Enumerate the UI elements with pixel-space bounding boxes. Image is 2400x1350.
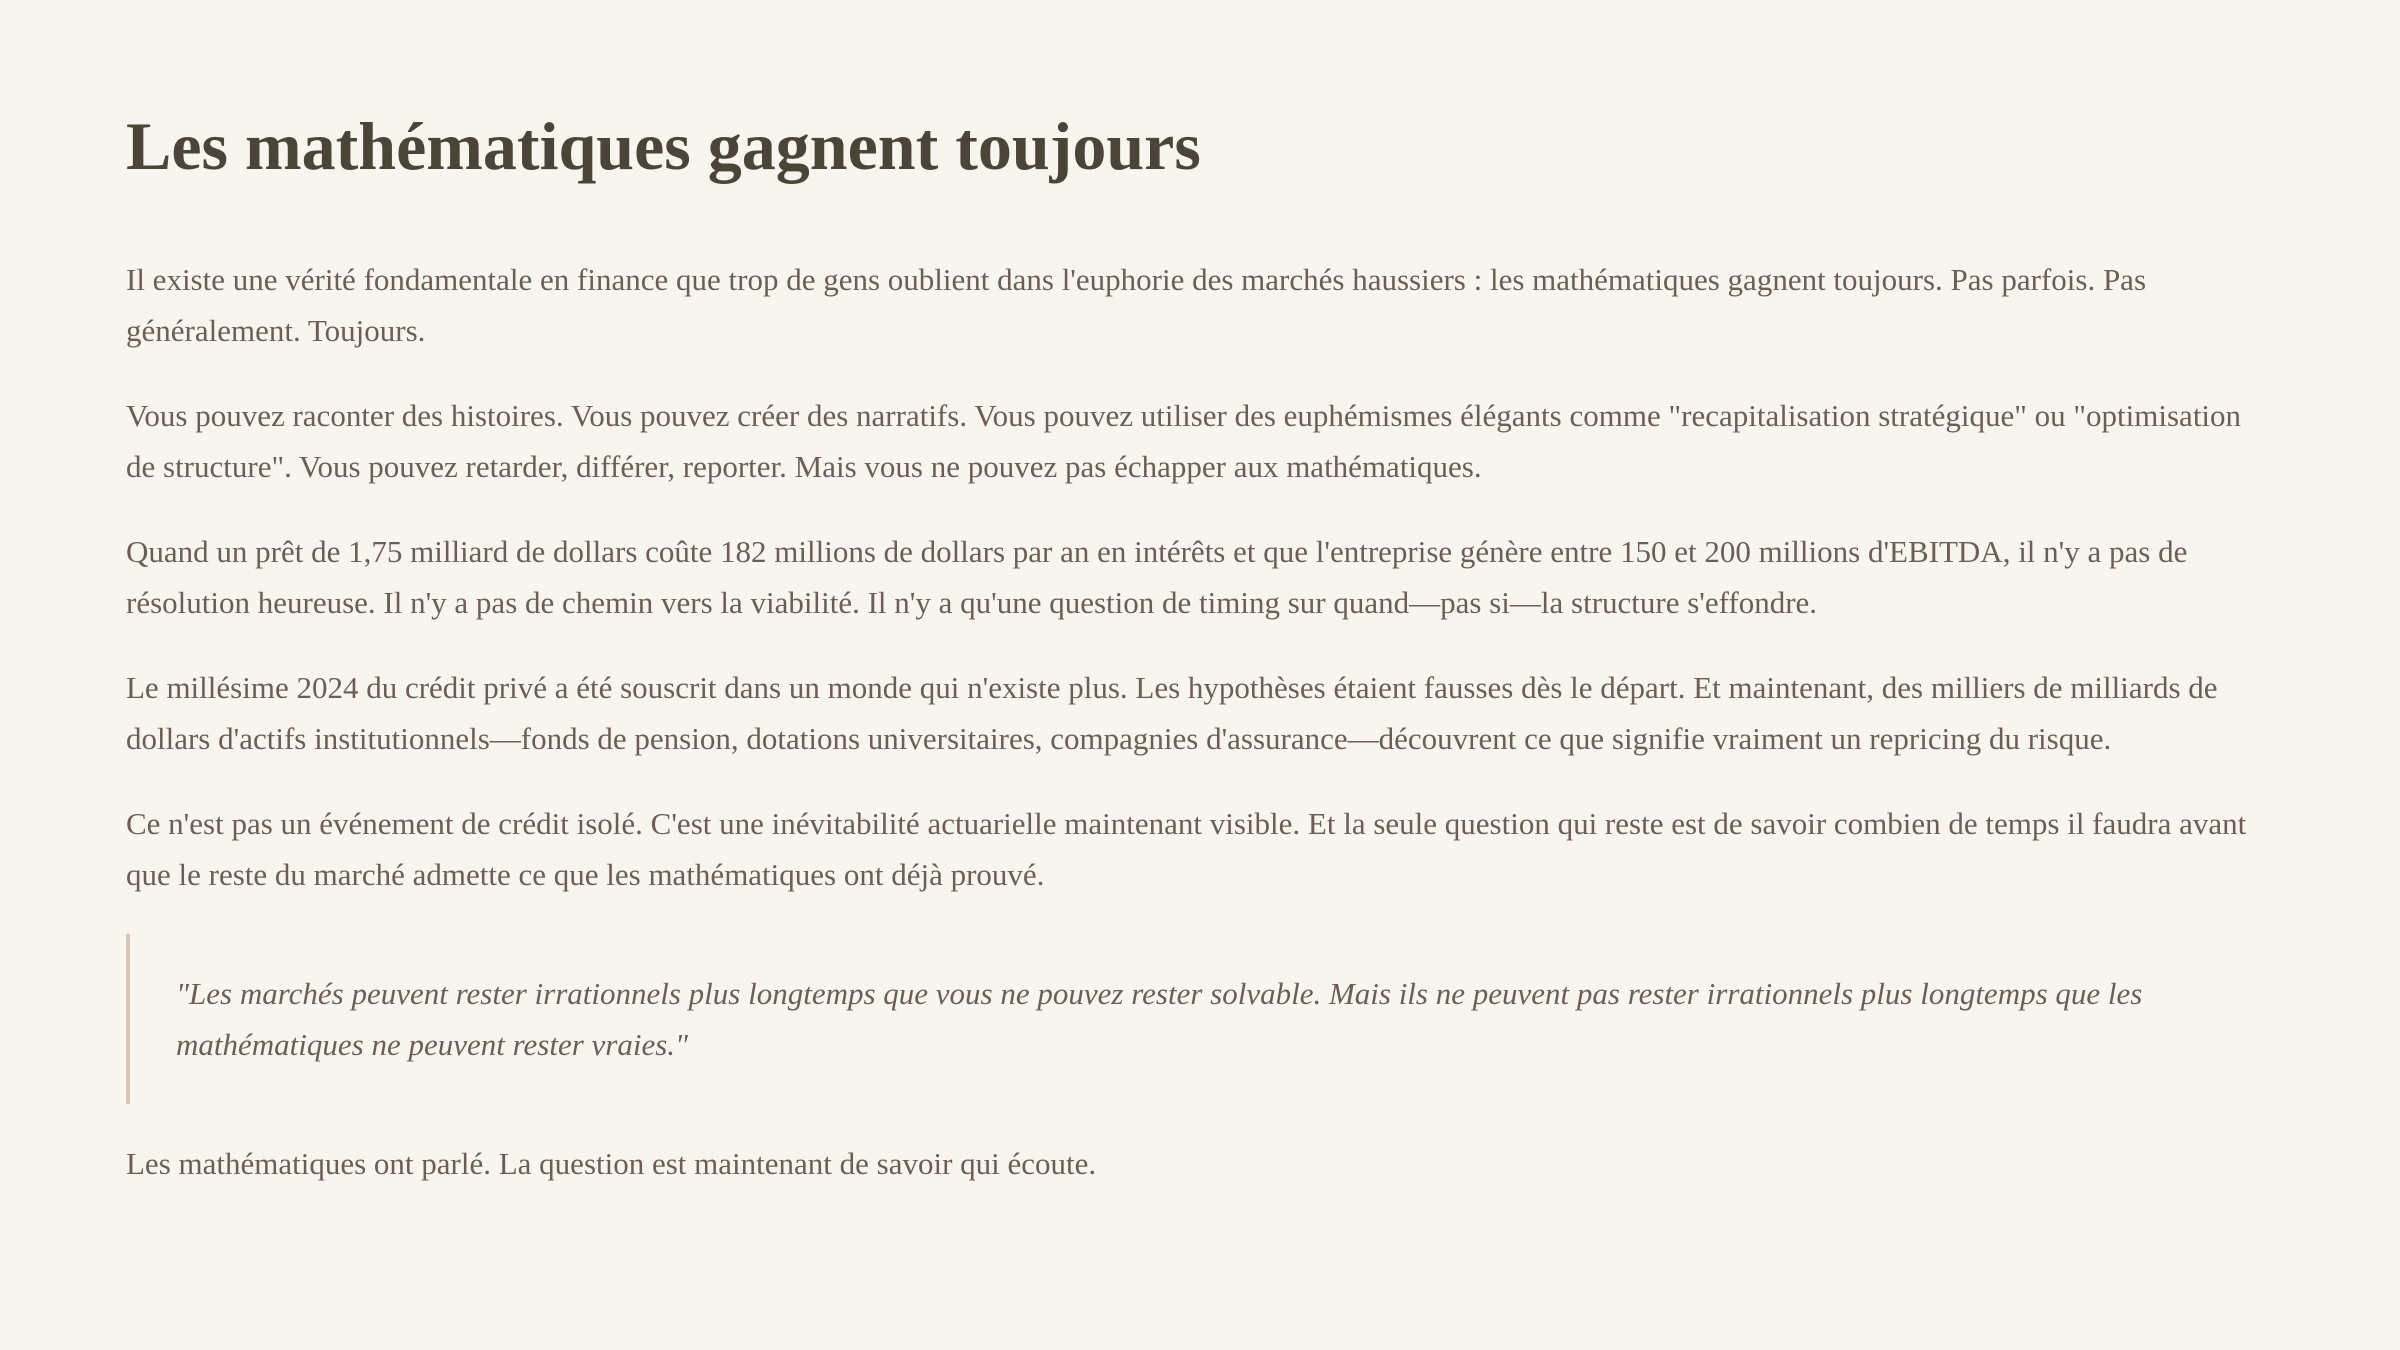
- paragraph-3: Quand un prêt de 1,75 milliard de dollars coûte 182 millions de dollars par an en intérêts et que l'entreprise génère entre 150 et 200 millions d'EBITDA, il n'y a pas de résolution heureuse. Il n'y a pas de chemin vers la viabilité. Il n'y a qu'une question de timing sur quand—pas si—la structure s'effondre.: [126, 534, 2188, 620]
- article: [126, 96, 2276, 1223]
- closing-paragraph: Les mathématiques ont parlé. La question est maintenant de savoir qui écoute.: [126, 1146, 1097, 1181]
- paragraph-2: Vous pouvez raconter des histoires. Vous pouvez créer des narratifs. Vous pouvez utiliser des euphémismes élégants comme "recapitalisation stratégique" ou "optimisation de structure". Vous pouvez retarder, différer, reporter. Mais vous ne pouvez pas échapper aux mathématiques.: [126, 398, 2242, 484]
- paragraph-5: Ce n'est pas un événement de crédit isolé. C'est une inévitabilité actuarielle maintenant visible. Et la seule question qui reste est de savoir combien de temps il faudra avant que le reste du marché admette ce que les mathématiques ont déjà prouvé.: [126, 806, 2247, 892]
- quote-text: "Les marchés peuvent rester irrationnels plus longtemps que vous ne pouvez rester solvable. Mais ils ne peuvent pas rester irrationnels plus longtemps que les mathématiques ne peuvent rester vraies.": [176, 976, 2143, 1062]
- paragraph-4: Le millésime 2024 du crédit privé a été souscrit dans un monde qui n'existe plus. Les hypothèses étaient fausses dès le départ. Et maintenant, des milliers de milliards de dollars d'actifs institutionnels—fonds de pension, dotations universitaires, compagnies d'assurance—découvrent ce que signifie vraiment un repricing du risque.: [126, 670, 2218, 756]
- blockquote: [126, 934, 2276, 1104]
- paragraph-1: Il existe une vérité fondamentale en finance que trop de gens oublient dans l'euphorie des marchés haussiers : les mathématiques gagnent toujours. Pas parfois. Pas généralement. Toujours.: [126, 262, 2147, 348]
- article-title: Les mathématiques gagnent toujours: [126, 108, 1201, 184]
